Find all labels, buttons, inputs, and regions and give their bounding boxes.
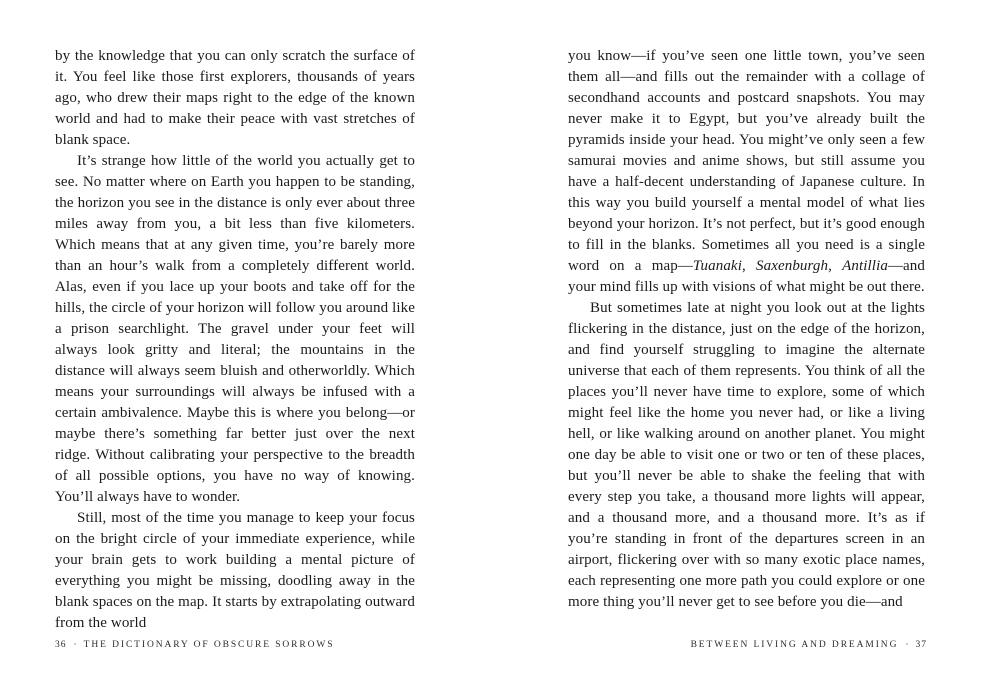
footer-separator-left: · bbox=[73, 640, 77, 650]
text-run: you know—if you’ve seen one little town, you’ve seen them all—and fills out the remainder with a collage of secondhand accounts and postcard snapshots. You may never make it to Egypt, but you’ve already built the pyramids inside your head. You might’ve only seen a few samurai movies and anime shows, but still assume you have a half-decent understanding of Japanese culture. In this way you build yourself a mental model of what lies beyond your horizon. It’s not perfect, but it’s good enough to fill in the blanks. Sometimes all you need is a single word on a map— bbox=[568, 48, 925, 274]
paragraph bbox=[55, 508, 415, 634]
text-run: —and your mind fills up with visions of what might be out there. bbox=[568, 258, 926, 295]
italic-place-name: Saxenburgh bbox=[756, 258, 829, 274]
paragraph bbox=[568, 46, 925, 298]
page-right bbox=[500, 0, 1000, 700]
paragraph bbox=[55, 46, 415, 151]
page-number-right: 37 bbox=[915, 640, 927, 650]
text-run: by the knowledge that you can only scratch the surface of it. You feel like those first explorers, thousands of years ago, who drew their maps right to the edge of the known world and had to make their peace with vast stretches of blank space. bbox=[55, 48, 415, 148]
text-run: , bbox=[828, 258, 843, 274]
running-head-right: BETWEEN LIVING AND DREAMING bbox=[690, 640, 899, 650]
page-right-text bbox=[568, 46, 925, 613]
italic-place-name: Antillia bbox=[842, 258, 888, 274]
text-run: , bbox=[741, 258, 756, 274]
page-right-footer bbox=[691, 639, 927, 651]
footer-separator-right: · bbox=[905, 640, 909, 650]
page-number-left: 36 bbox=[55, 640, 67, 650]
page-left-text bbox=[55, 46, 415, 634]
paragraph bbox=[55, 151, 415, 508]
italic-place-name: Tuanaki bbox=[692, 258, 742, 274]
text-run: It’s strange how little of the world you actually get to see. No matter where on Earth you happen to be standing, the horizon you see in the distance is only ever about three miles away from you, a bit less than five kilometers. Which means that at any given time, you’re barely more than an hour’s walk from a completely different world. Alas, even if you lace up your boots and take off for the hills, the circle of your horizon will follow you around like a prison searchlight. The gravel under your feet will always look gritty and literal; the mountains in the distance will always seem bluish and otherworldly. Which means your surroundings will always be infused with a certain ambivalence. Maybe this is where you belong—or maybe there’s something far better just over the next ridge. Without calibrating your perspective to the breadth of all possible options, you have no way of knowing. You’ll always have to wonder. bbox=[55, 153, 415, 505]
text-run: But sometimes late at night you look out at the lights flickering in the distance, just on the edge of the horizon, and find yourself struggling to imagine the alternate universe that each of them represents. You think of all the places you’ll never have time to explore, some of which might feel like the home you never had, or like a living hell, or like walking around on another planet. You might one day be able to visit one or two or ten of these places, but you’ll never be able to shake the feeling that with every step you take, a thousand more lights will appear, and a thousand more, and a thousand more. It’s as if you’re standing in front of the departures screen in an airport, flickering over with so many exotic place names, each representing one more path you could explore or one more thing you’ll never get to see before you die—and bbox=[568, 300, 925, 610]
paragraph bbox=[568, 298, 925, 613]
running-head-left: THE DICTIONARY OF OBSCURE SORROWS bbox=[83, 640, 335, 650]
page-left-footer bbox=[55, 639, 334, 651]
text-run: Still, most of the time you manage to keep your focus on the bright circle of your immediate experience, while your brain gets to work building a mental picture of everything you might be missing, doodling away in the blank spaces on the map. It starts by extrapolating outward from the world bbox=[55, 510, 415, 631]
